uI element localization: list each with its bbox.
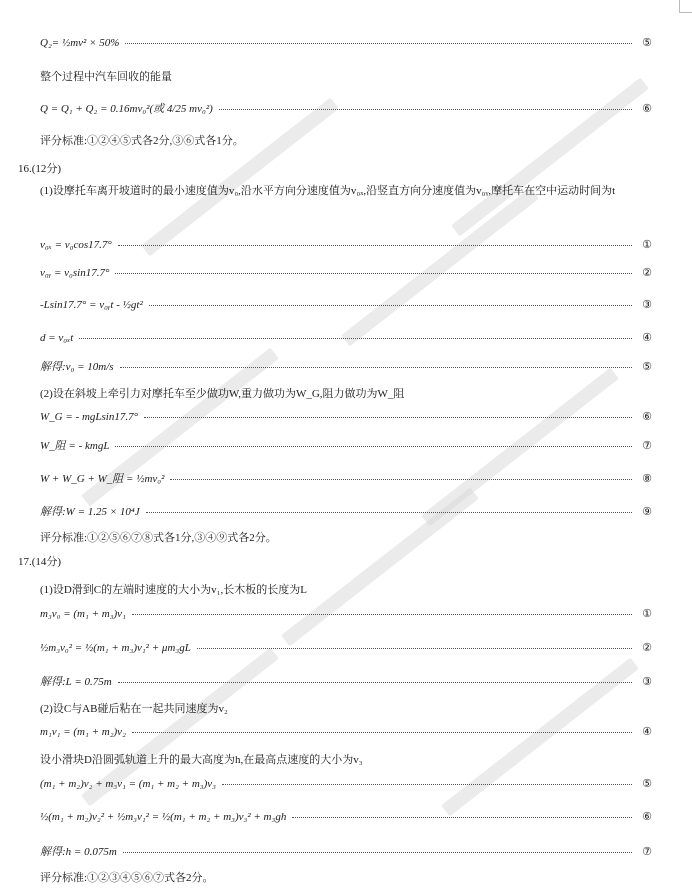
leader-dots	[292, 817, 632, 818]
scoring-note: 评分标准:①②④⑤式各2分,③⑥式各1分。	[40, 135, 244, 147]
text-line: 设小滑块D沿圆弧轨道上升的最大高度为h,在最高点速度的大小为v₃	[40, 754, 363, 766]
equation-number: ③	[642, 299, 652, 311]
equation: m₃v₀ = (m₁ + m₃)v₁	[40, 607, 126, 620]
equation-number: ⑦	[642, 439, 652, 452]
leader-dots	[144, 417, 632, 418]
equation: W + W_G + W_阻 = ½mv₀²	[40, 473, 165, 485]
leader-dots	[79, 338, 632, 339]
leader-dots	[120, 367, 632, 368]
equation-number: ⑦	[642, 845, 652, 858]
leader-dots	[132, 614, 632, 615]
leader-dots	[132, 732, 632, 733]
equation-line	[40, 607, 652, 620]
leader-dots	[219, 109, 632, 110]
equation-line	[40, 266, 652, 279]
equation-line	[40, 503, 652, 519]
leader-dots	[197, 648, 632, 649]
equation-number: ⑤	[642, 37, 652, 49]
leader-dots	[149, 305, 632, 306]
equation-line	[40, 36, 652, 49]
equation-line	[40, 810, 652, 823]
equation-line	[40, 238, 652, 251]
leader-dots	[123, 852, 632, 853]
equation: 解得:L = 0.75m	[40, 676, 112, 688]
equation-line	[40, 410, 652, 423]
equation: 解得:h = 0.075m	[40, 846, 117, 858]
equation: 解得:W = 1.25 × 10⁴J	[40, 506, 140, 518]
scoring-note: 评分标准:①②③④⑤⑥⑦式各2分。	[40, 872, 214, 884]
watermark	[141, 98, 339, 257]
text-line: 整个过程中汽车回收的能量	[40, 71, 172, 83]
equation: W_阻 = - kmgL	[40, 440, 110, 452]
leader-dots	[118, 682, 632, 683]
leader-dots	[115, 273, 632, 274]
equation-line	[40, 470, 652, 486]
equation: Q = Q₁ + Q₂ = 0.16mv₀²(或 4/25 mv₀²)	[40, 103, 213, 115]
equation-line	[40, 777, 652, 790]
equation-number: ②	[642, 642, 652, 654]
equation: ½m₃v₀² = ½(m₁ + m₃)v₁² + μm₃gL	[40, 641, 191, 654]
equation-line	[40, 437, 652, 453]
question-heading: 16.(12分)	[18, 163, 62, 175]
leader-dots	[170, 479, 632, 480]
equation-number: ②	[642, 267, 652, 279]
equation-line	[40, 100, 652, 116]
text-line: (1)设D滑到C的左端时速度的大小为v₁,长木板的长度为L	[40, 584, 307, 596]
equation-number: ③	[642, 675, 652, 688]
equation-number: ④	[642, 332, 652, 344]
equation-line	[40, 725, 652, 738]
equation: v₀ᵧ = v₀sin17.7°	[40, 266, 110, 279]
equation-line	[40, 673, 652, 689]
page-corner-mark	[679, 0, 692, 13]
equation: W_G = - mgLsin17.7°	[40, 410, 138, 423]
equation-line	[40, 843, 652, 859]
equation-number: ①	[642, 608, 652, 620]
equation-line	[40, 358, 652, 374]
text-line: (2)设在斜坡上牵引力对摩托车至少做功W,重力做功为W_G,阻力做功为W_阻	[40, 388, 405, 400]
text-paragraph: (1)设摩托车离开坡道时的最小速度值为v₀,沿水平方向分速度值为v₀ₓ,沿竖直方向分速度值为v₀ᵧ,摩托车在空中运动时间为t	[40, 185, 616, 197]
equation-number: ⑤	[642, 360, 652, 373]
scoring-note: 评分标准:①②⑤⑥⑦⑧式各1分,③④⑨式各2分。	[40, 532, 277, 544]
leader-dots	[146, 512, 632, 513]
equation-number: ⑧	[642, 472, 652, 485]
equation: v₀ₓ = v₀cos17.7°	[40, 238, 112, 251]
equation-number: ⑨	[642, 505, 652, 518]
equation: d = v₀ₓt	[40, 331, 74, 344]
equation: 解得:v₀ = 10m/s	[40, 361, 114, 373]
equation-line	[40, 641, 652, 654]
equation: -Lsin17.7° = v₀ᵧt - ½gt²	[40, 298, 143, 311]
question-heading: 17.(14分)	[18, 556, 62, 568]
equation-number: ⑥	[642, 102, 652, 115]
equation-number: ⑥	[642, 411, 652, 423]
equation-line	[40, 298, 652, 311]
text-line: (2)设C与AB碰后粘在一起共同速度为v₂	[40, 703, 228, 715]
leader-dots	[222, 784, 632, 785]
equation-number: ⑥	[642, 811, 652, 823]
equation-number: ⑤	[642, 778, 652, 790]
equation-number: ①	[642, 239, 652, 251]
equation: (m₁ + m₂)v₂ + m₃v₁ = (m₁ + m₂ + m₃)v₃	[40, 777, 216, 790]
leader-dots	[115, 446, 632, 447]
leader-dots	[118, 245, 632, 246]
equation: m₁v₁ = (m₁ + m₂)v₂	[40, 725, 126, 738]
equation-line	[40, 331, 652, 344]
equation: ½(m₁ + m₂)v₂² + ½m₃v₁² = ½(m₁ + m₂ + m₃)v₃² + m₃gh	[40, 810, 287, 823]
equation-number: ④	[642, 726, 652, 738]
leader-dots	[125, 43, 632, 44]
equation: Q₂= ½mv² × 50%	[40, 36, 120, 49]
